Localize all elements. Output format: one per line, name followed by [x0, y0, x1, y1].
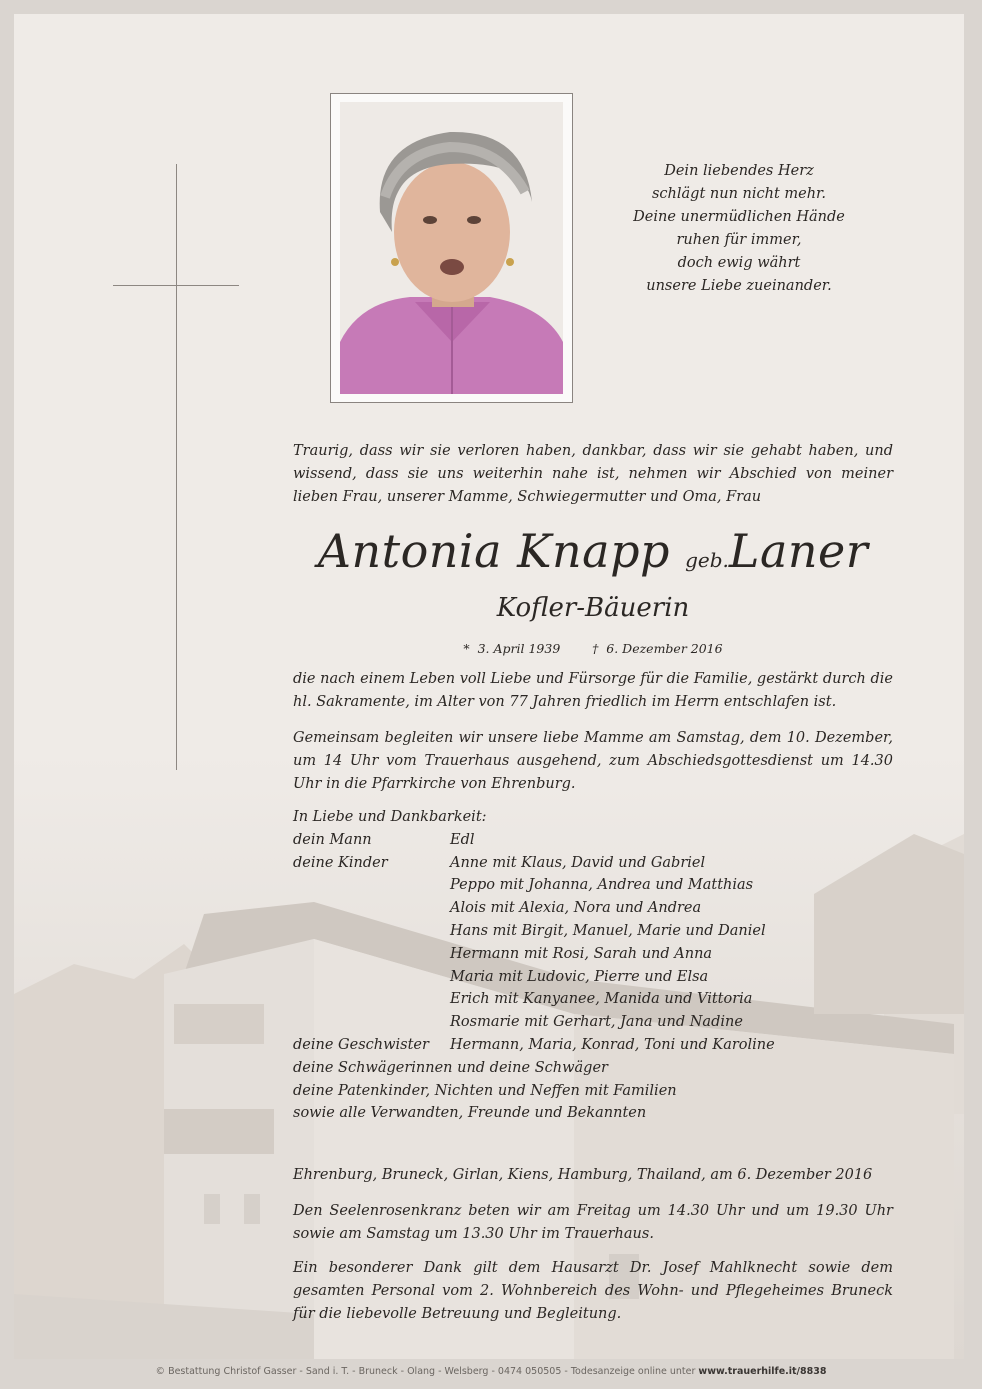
funeral-info-text: Gemeinsam begleiten wir unsere liebe Mamme am Samstag, dem 10. Dezember, um 14 Uhr vom Trauerhaus ausgehend, zum Abschiedsgottesdienst um 14.30 Uhr in die Pfarrkirche von Ehrenburg. — [293, 730, 893, 792]
deceased-name — [293, 522, 893, 589]
place-and-date: Ehrenburg, Bruneck, Girlan, Kiens, Hamburg, Thailand, am 6. Dezember 2016 — [293, 1167, 873, 1183]
mourner-row — [293, 1034, 893, 1057]
poem-line: Deine unermüdlichen Hände — [633, 209, 845, 225]
child-family: Erich mit Kanyanee, Manida und Vittoria — [450, 991, 753, 1008]
footer-text: © Bestattung Christof Gasser - Sand i. T. - Bruneck - Olang - Welsberg - 0474 050505 - Todesanzeige online unter — [155, 1366, 699, 1377]
poem-line: Dein liebendes Herz — [664, 163, 814, 179]
child-family: Peppo mit Johanna, Andrea und Matthias — [450, 877, 754, 894]
child-family: Maria mit Ludovic, Pierre und Elsa — [450, 968, 709, 985]
footer — [0, 1366, 982, 1377]
obituary-sheet — [14, 14, 964, 1359]
mourner-names: Edl — [450, 831, 475, 848]
cross-horizontal-bar — [113, 285, 239, 286]
portrait-photo — [340, 102, 563, 394]
mourner-label: dein Mann — [293, 831, 372, 848]
child-family: Rosmarie mit Gerhart, Jana und Nadine — [450, 1014, 743, 1031]
poem-line: unsere Liebe zueinander. — [646, 278, 832, 294]
mourner-row — [293, 852, 893, 1034]
deceased-maiden-name: Laner — [728, 524, 869, 578]
poem-line: doch ewig währt — [677, 255, 801, 271]
footer-link[interactable]: www.trauerhilfe.it/8838 — [698, 1366, 827, 1377]
mourners-list — [293, 806, 893, 1125]
mourner-line: sowie alle Verwandten, Freunde und Bekannten — [293, 1105, 647, 1122]
intro-text: Traurig, dass wir sie verloren haben, dankbar, dass wir sie gehabt haben, und wissend, dass sie uns weiterhin nahe ist, nehmen wir Abschied von meiner lieben Frau, unserer Mamme, Schwiegermutter und Oma, Frau — [293, 443, 893, 505]
rosary-info-text: Den Seelenrosenkranz beten wir am Freitag um 14.30 Uhr und um 19.30 Uhr sowie am Samstag um 13.30 Uhr im Trauerhaus. — [293, 1203, 893, 1242]
mourner-names — [450, 852, 893, 1034]
mourner-names: Hermann, Maria, Konrad, Toni und Karoline — [450, 1036, 775, 1053]
thanks-text: Ein besonderer Dank gilt dem Hausarzt Dr. Josef Mahlknecht sowie dem gesamten Personal vom 2. Wohnbereich des Wohn- und Pflegeheimes Bruneck für die liebevolle Betreuung und Begleitung. — [293, 1260, 893, 1322]
birth-name-prefix: geb. — [685, 548, 729, 572]
cross-vertical-bar — [176, 164, 177, 770]
poem-line: ruhen für immer, — [676, 232, 802, 248]
death-date: † 6. Dezember 2016 — [592, 641, 723, 656]
mourner-label: deine Geschwister — [293, 1036, 429, 1053]
birth-date: * 3. April 1939 — [463, 641, 561, 656]
mourner-line: deine Schwägerinnen und deine Schwäger — [293, 1059, 608, 1076]
death-notice-text: die nach einem Leben voll Liebe und Fürsorge für die Familie, gestärkt durch die hl. Sakramente, im Alter von 77 Jahren friedlich im Herrn entschlafen ist. — [293, 671, 893, 710]
child-family: Hermann mit Rosi, Sarah und Anna — [450, 945, 713, 962]
poem-line: schlägt nun nicht mehr. — [651, 186, 826, 202]
deceased-first-last-name: Antonia Knapp — [317, 524, 670, 578]
child-family: Anne mit Klaus, David und Gabriel — [450, 854, 706, 871]
life-dates — [293, 640, 893, 658]
memorial-poem — [594, 160, 884, 298]
mourners-heading: In Liebe und Dankbarkeit: — [293, 809, 487, 825]
farm-title: Kofler-Bäuerin — [496, 593, 690, 623]
portrait-photo-frame — [330, 93, 573, 403]
mourner-row — [293, 829, 893, 852]
mourner-label: deine Kinder — [293, 854, 388, 871]
child-family: Alois mit Alexia, Nora und Andrea — [450, 900, 702, 917]
mourner-line: deine Patenkinder, Nichten und Neffen mit Familien — [293, 1082, 677, 1099]
child-family: Hans mit Birgit, Manuel, Marie und Daniel — [450, 922, 766, 939]
